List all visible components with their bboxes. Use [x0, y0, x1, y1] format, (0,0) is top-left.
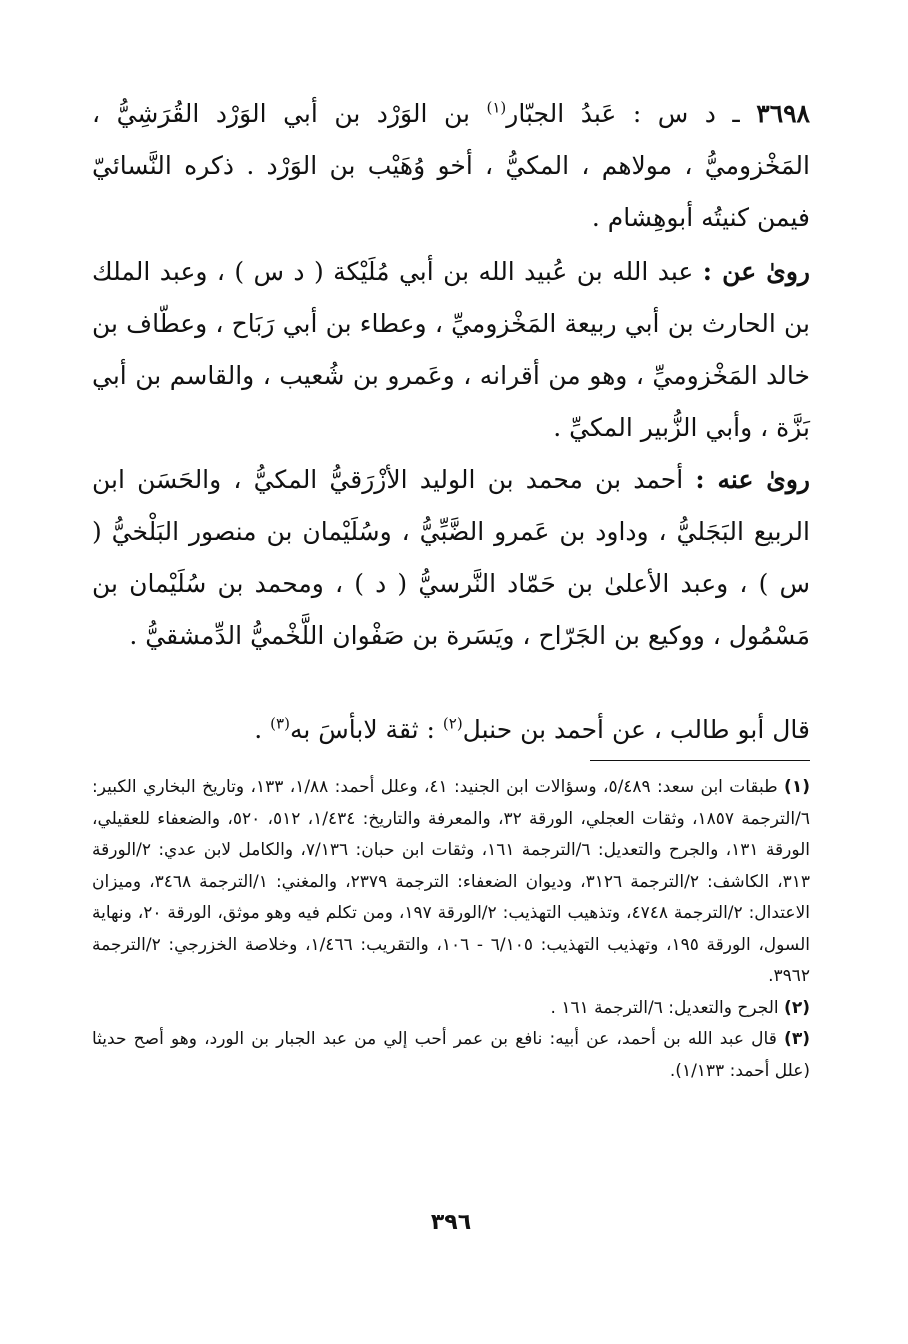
footnote-number: (٢) — [784, 997, 810, 1018]
narrated-from-label: روىٰ عن : — [702, 257, 810, 286]
narrated-from-text: عبد الله بن عُبيد الله بن أبي مُلَيْكة ( د س ) ، وعبد الملك بن الحارث بن أبي ربيعة المَخْزوميِّ ، وعطاء بن أبي رَبَاح ، وعطّاف بن خالد المَخْزوميِّ ، وهو من أقرانه ، وعَمرو بن شُعيب ، والقاسم بن أبي بَزَّة ، وأبي الزُّبير المكيِّ . — [92, 257, 810, 442]
narrated-by-label: روىٰ عنه : — [695, 465, 810, 494]
entry-sigla: ـ د س : — [632, 99, 740, 128]
footnotes — [92, 772, 810, 1087]
verdict-end: . — [254, 715, 271, 744]
entry-name: عَبدُ الجبّار — [506, 99, 617, 128]
narrated-by-paragraph — [92, 454, 810, 662]
footnote-number: (٣) — [784, 1029, 810, 1049]
footnote-3 — [92, 1024, 810, 1087]
footnote-text: قال عبد الله بن أحمد، عن أبيه: نافع بن عمر أحب إلي من عبد الجبار بن الورد، وهو أصح حديثا (علل أحمد: ١/١٣٣). — [92, 1029, 810, 1081]
book-page — [92, 88, 810, 1308]
footnote-divider — [590, 760, 810, 761]
page-number: ٣٩٦ — [430, 1210, 472, 1235]
footnote-ref-3: (٣) — [270, 714, 290, 733]
entry-number: ٣٦٩٨ — [756, 99, 810, 128]
footnote-ref-2: (٢) — [442, 714, 463, 733]
verdict-paragraph — [92, 704, 810, 756]
narrated-by-text: أحمد بن محمد بن الوليد الأزْرَقيُّ المكيُّ ، والحَسَن ابن الربيع البَجَليُّ ، وداود بن عَمرو الضَّبِّيُّ ، وسُلَيْمان بن منصور البَلْخيُّ ( س ) ، وعبد الأعلىٰ بن حَمّاد النَّرسيُّ ( د ) ، ومحمد بن سُلَيْمان بن مَسْمُول ، ووكيع بن الجَرّاح ، ويَسَرة بن صَفْوان اللَّخْميُّ الدِّمشقيُّ . — [92, 465, 810, 650]
verdict-text-2: : ثقة لابأسَ به — [289, 715, 443, 744]
footnote-2 — [92, 993, 810, 1025]
footnote-text: الجرح والتعديل: ٦/الترجمة ١٦١ . — [550, 997, 785, 1018]
entry-text: بن الوَرْد بن أبي الوَرْد القُرَشِيُّ ، المَخْزوميُّ ، مولاهم ، المكيُّ ، أخو وُهَيْب بن الوَرْد . ذكره النَّسائيّ فيمن كنيتُه أبوهِشام . — [92, 99, 810, 232]
footnote-number: (١) — [784, 777, 810, 797]
footnote-ref-1: (١) — [486, 98, 507, 117]
narrated-from-paragraph — [92, 246, 810, 454]
verdict-text-1: قال أبو طالب ، عن أحمد بن حنبل — [462, 715, 810, 744]
footnote-text: طبقات ابن سعد: ٥/٤٨٩، وسؤالات ابن الجنيد: ٤١، وعلل أحمد: ١/٨٨، ١٣٣، وتاريخ البخاري الكبير: ٦/الترجمة ١٨٥٧، وثقات العجلي، الورقة ٣٢، والمعرفة والتاريخ: ١/٤٣٤، ٥١٢، ٥٢٠، والضعفاء للعقيلي، الورقة ١٣١، والجرح والتعديل: ٦/الترجمة ١٦١، وثقات ابن حبان: ٧/١٣٦، والكامل لابن عدي: ٢/الورقة ٣١٣، الكاشف: ٢/الترجمة ٣١٢٦، وديوان الضعفاء: الترجمة ٢٣٧٩، والمغني: ١/الترجمة ٣٤٦٨، وميزان الاعتدال: ٢/الترجمة ٤٧٤٨، وتذهيب التهذيب: ٢/الورقة ١٩٧، ومن تكلم فيه وهو موثق، الورقة ٢٠، ونهاية السول، الورقة ١٩٥، وتهذيب التهذيب: ٦/١٠٥ - ١٠٦، والتقريب: ١/٤٦٦، وخلاصة الخزرجي: ٢/الترجمة ٣٩٦٢. — [92, 777, 811, 986]
entry-paragraph — [92, 88, 810, 244]
footnote-1 — [92, 772, 810, 993]
